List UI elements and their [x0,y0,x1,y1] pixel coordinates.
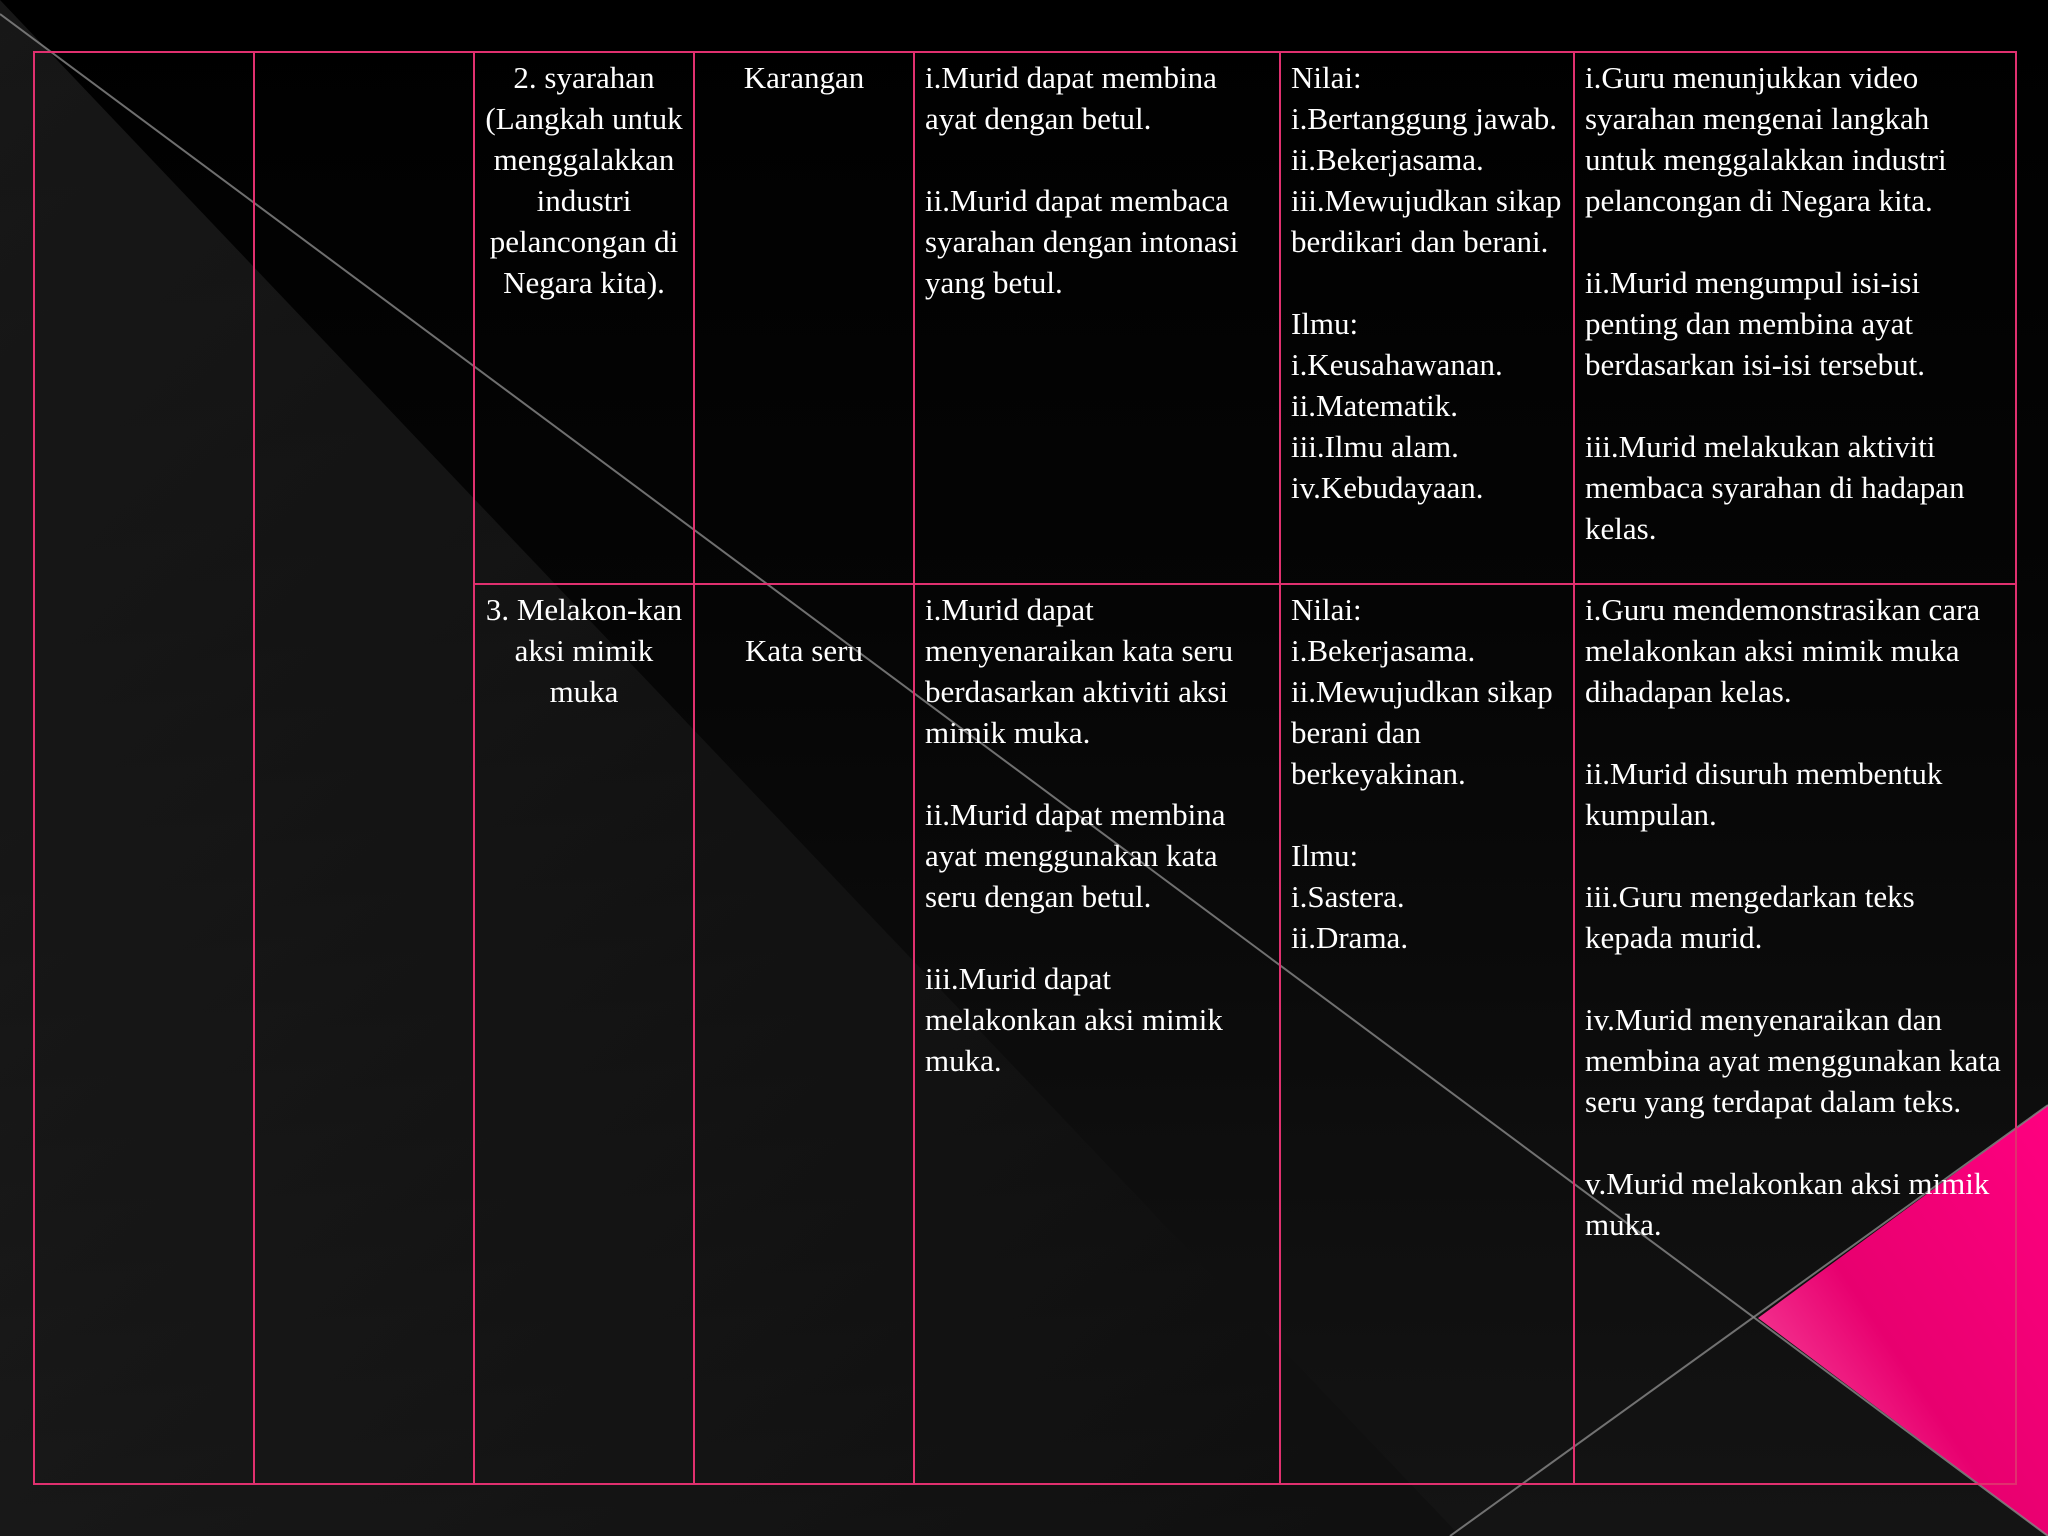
empty-cell [34,52,254,1484]
activity-text: iii.Guru mengedarkan teks kepada murid. [1585,879,1915,955]
knowledge-item: ii.Drama. [1291,920,1409,955]
value-item: i.Bertanggung jawab. [1291,101,1558,136]
skill-cell: Karangan [694,52,914,584]
activity-text: v.Murid melakonkan aksi mimik muka. [1585,1166,1990,1242]
value-item: ii.Bekerjasama. [1291,142,1484,177]
objective-text: ii.Murid dapat membina ayat menggunakan kata seru dengan betul. [925,797,1226,914]
value-item: ii.Mewujudkan sikap berani dan berkeyakinan. [1291,674,1553,791]
objective-text: ii.Murid dapat membaca syarahan dengan intonasi yang betul. [925,183,1239,300]
activity-text: iii.Murid melakukan aktiviti membaca syarahan di hadapan kelas. [1585,429,1965,546]
activities-cell [1574,52,2016,584]
topic-cell: 2. syarahan (Langkah untuk menggalakkan industri pelancongan di Negara kita). [474,52,694,584]
activity-text: i.Guru menunjukkan video syarahan mengenai langkah untuk menggalakkan industri pelancongan di Negara kita. [1585,60,1947,218]
activity-text: iv.Murid menyenaraikan dan membina ayat menggunakan kata seru yang terdapat dalam teks. [1585,1002,2001,1119]
knowledge-heading: Ilmu: [1291,306,1359,341]
knowledge-group [1291,835,1563,958]
values-cell [1280,52,1574,584]
skill-label: Kata seru [745,633,863,668]
table-row [34,52,2016,584]
value-item: iii.Mewujudkan sikap berdikari dan berani. [1291,183,1562,259]
lesson-plan-table [33,51,2017,1485]
activity-text: ii.Murid mengumpul isi-isi penting dan membina ayat berdasarkan isi-isi tersebut. [1585,265,1926,382]
objectives-cell [914,52,1280,584]
knowledge-item: iii.Ilmu alam. [1291,429,1459,464]
topic-cell: 3. Melakon-kan aksi mimik muka [474,584,694,1484]
empty-cell [254,52,474,1484]
values-cell [1280,584,1574,1484]
knowledge-item: ii.Matematik. [1291,388,1459,423]
objective-text: i.Murid dapat membina ayat dengan betul. [925,60,1217,136]
activity-text: ii.Murid disuruh membentuk kumpulan. [1585,756,1943,832]
value-item: i.Bekerjasama. [1291,633,1476,668]
knowledge-group [1291,303,1563,508]
values-group [1291,589,1563,794]
objective-text: i.Murid dapat menyenaraikan kata seru berdasarkan aktiviti aksi mimik muka. [925,592,1234,750]
skill-cell [694,584,914,1484]
values-heading: Nilai: [1291,592,1362,627]
objectives-cell [914,584,1280,1484]
knowledge-item: iv.Kebudayaan. [1291,470,1484,505]
activities-cell [1574,584,2016,1484]
values-group [1291,57,1563,262]
objective-text: iii.Murid dapat melakonkan aksi mimik muka. [925,961,1223,1078]
knowledge-heading: Ilmu: [1291,838,1359,873]
knowledge-item: i.Sastera. [1291,879,1405,914]
knowledge-item: i.Keusahawanan. [1291,347,1503,382]
activity-text: i.Guru mendemonstrasikan cara melakonkan aksi mimik muka dihadapan kelas. [1585,592,1981,709]
values-heading: Nilai: [1291,60,1362,95]
